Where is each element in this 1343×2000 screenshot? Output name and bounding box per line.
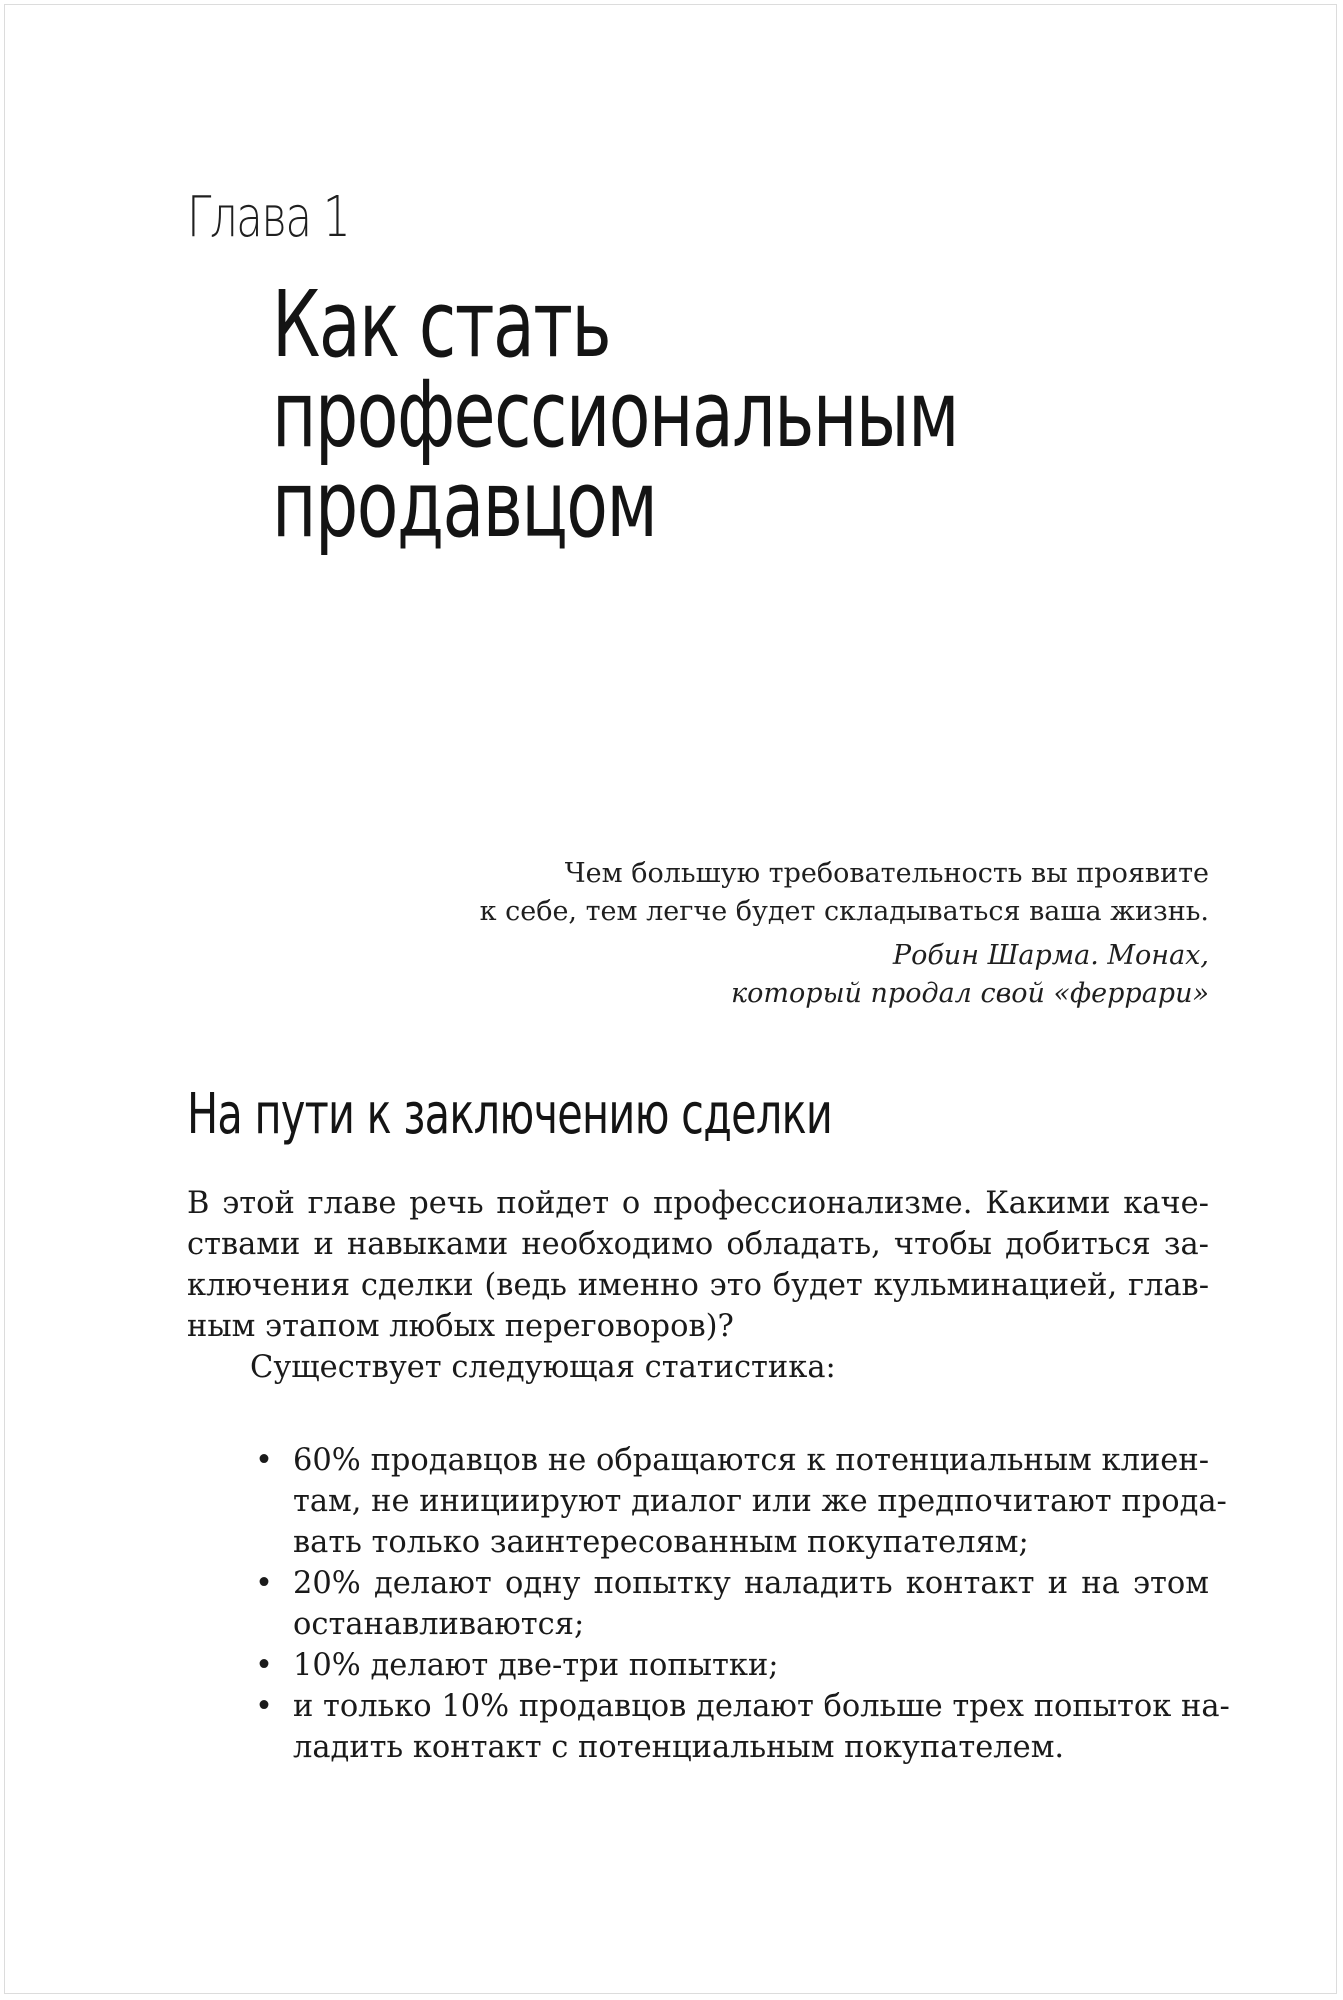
epigraph-quote — [409, 855, 1209, 931]
paragraph-line: ствами и навыками необходимо обладать, чтобы добиться за- — [187, 1227, 1209, 1262]
paragraph-line: ным этапом любых переговоров)? — [187, 1309, 734, 1344]
list-item — [187, 1645, 1209, 1686]
epigraph-quote-line: Чем большую требовательность вы проявите — [564, 858, 1209, 889]
chapter-label: Глава 1 — [187, 185, 350, 250]
chapter-title-line: продавцом — [272, 451, 657, 558]
list-item-line: и только 10% продавцов делают больше трех попыток на- — [293, 1689, 1230, 1724]
list-item — [187, 1440, 1227, 1563]
paragraph-line: В этой главе речь пойдет о профессионализме. Какими каче- — [187, 1186, 1209, 1221]
list-item-line: ладить контакт с потенциальным покупателем. — [293, 1730, 1065, 1765]
epigraph-attribution-line: который продал свой «феррари» — [731, 978, 1209, 1009]
chapter-title — [272, 271, 959, 558]
list-item-line: там, не инициируют диалог или же предпочитают прода- — [293, 1484, 1227, 1519]
paragraph-line: ключения сделки (ведь именно это будет кульминацией, глав- — [187, 1268, 1209, 1303]
bullet-icon: • — [255, 1648, 273, 1683]
list-item-line: 60% продавцов не обращаются к потенциальным клиен- — [293, 1443, 1209, 1478]
list-item — [187, 1563, 1209, 1645]
statistics-lead-in: Существует следующая статистика: — [250, 1350, 836, 1385]
epigraph-attribution — [409, 937, 1209, 1013]
list-item-line: 20% делают одну попытку наладить контакт и на этом — [293, 1566, 1209, 1601]
bullet-icon: • — [255, 1689, 273, 1724]
intro-paragraph — [187, 1183, 1209, 1347]
list-item-line: вать только заинтересованным покупателям; — [293, 1525, 1029, 1560]
epigraph-quote-line: к себе, тем легче будет складываться ваша жизнь. — [479, 896, 1209, 927]
list-item — [187, 1686, 1230, 1768]
epigraph-attribution-line: Робин Шарма. Монах, — [892, 940, 1209, 971]
chapter-title-line: профессиональным — [272, 361, 959, 468]
epigraph — [409, 855, 1209, 1013]
list-item-line: останавливаются; — [293, 1607, 585, 1642]
list-item-line: 10% делают две-три попытки; — [293, 1648, 779, 1683]
bullet-icon: • — [255, 1566, 273, 1601]
section-heading: На пути к заключению сделки — [187, 1082, 833, 1147]
statistics-list — [187, 1440, 1230, 1768]
bullet-icon: • — [255, 1443, 273, 1478]
chapter-title-line: Как стать — [272, 271, 611, 378]
